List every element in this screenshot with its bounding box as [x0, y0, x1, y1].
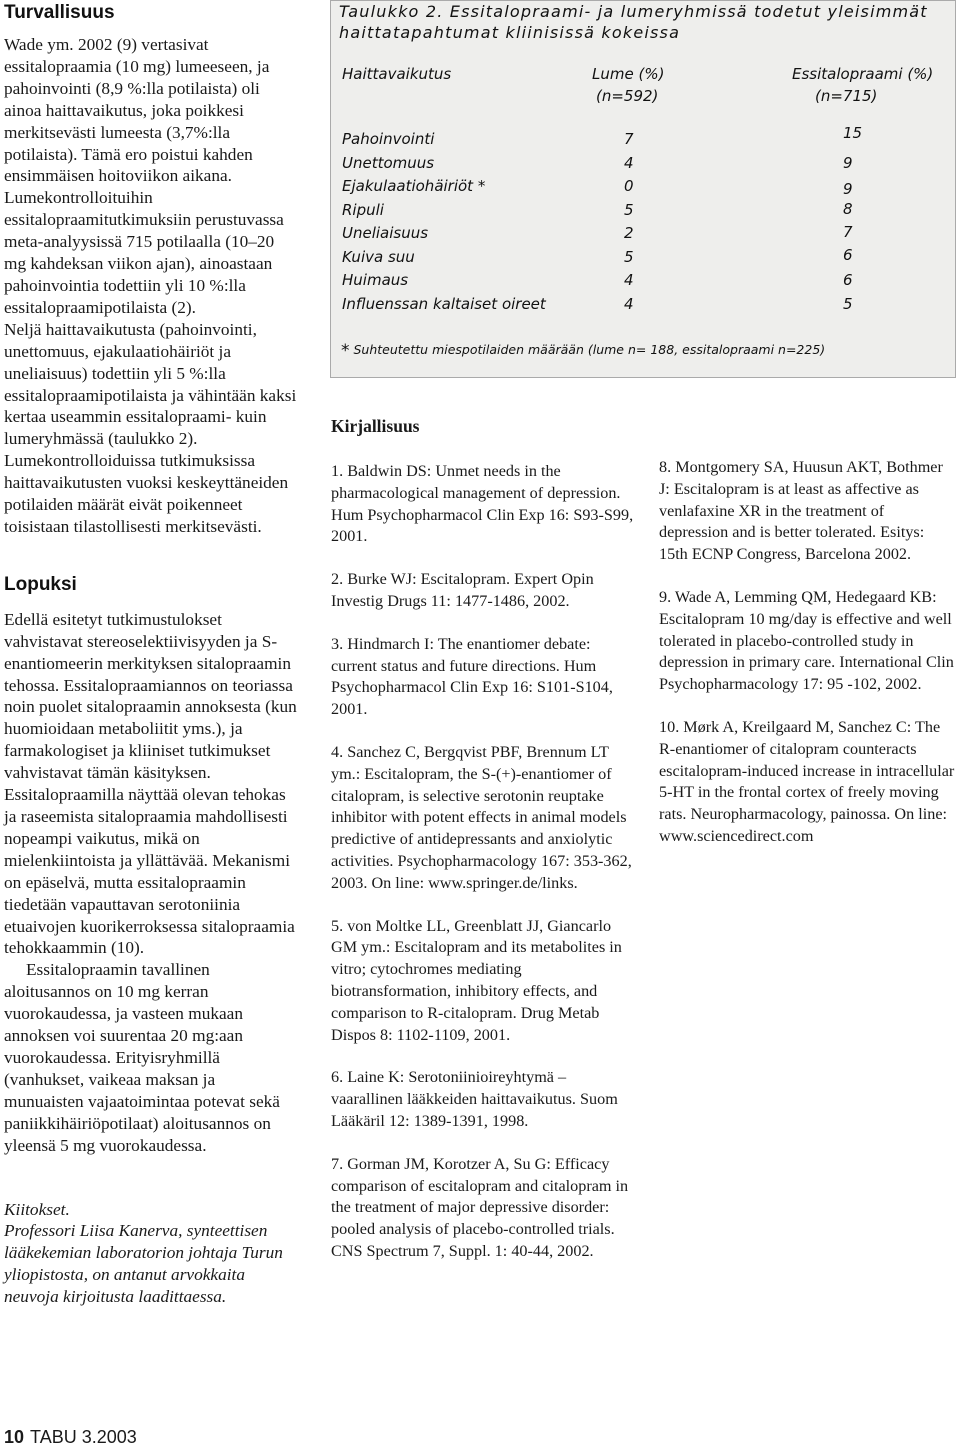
cell-placebo: 0 [624, 177, 634, 195]
cell-effect: Kuiva suu [342, 247, 415, 266]
table-row [331, 271, 957, 295]
cell-placebo: 2 [624, 224, 634, 242]
reference-item: 10. Mørk A, Kreilgaard M, Sanchez C: The R-enantiomer of citalopram counteracts escitalopram-induced increase in intracellular 5-HT in the frontal cortex of freely moving rats. Neuropharmacology, painossa. On line: www.sciencedirect.com [659, 717, 955, 845]
reference-item: 2. Burke WJ: Escitalopram. Expert Opin Investig Drugs 11: 1477-1486, 2002. [331, 570, 594, 610]
cell-placebo: 4 [624, 294, 634, 313]
paragraph: Neljä haittavaikutusta (pahoinvointi, unettomuus, ejakulaatiohäiriöt ja uneliaisuus) todettiin yli 5 %:lla essitalopraamipotilaista ja vähintään kaksi kertaa useammin essitalopraami- kuin lumeryhmässä (taulukko 2). Lumekontrolloiduissa tutkimuksissa haittavaikutusten vuoksi keskeyttäneiden potilaiden määrät eivät poikenneet toisistaan tilastollisesti merkitsevästi. [4, 319, 297, 536]
table-footnote [341, 339, 825, 359]
cell-placebo: 5 [624, 200, 634, 219]
cell-drug: 9 [843, 153, 853, 172]
conclusion-body [4, 609, 298, 1157]
cell-effect: Pahoinvointi [342, 130, 435, 148]
table-title-line: haittatapahtumat kliinisissä kokeissa [339, 23, 681, 42]
paragraph: Essitalopraamin tavallinen aloitusannos on 10 mg kerran vuorokaudessa, ja vasteen mukaan annoksen voi suurentaa 20 mg:aan vuorokaudessa. Erityisryhmillä (vanhukset, vaikeaa maksan ja munuaisten vajaatoimintaa potevat sekä paniikkihäiriöpotilaat) aloitusannos on yleensä 5 mg vuorokaudessa. [4, 960, 280, 1155]
cell-drug: 15 [843, 124, 863, 142]
cell-drug: 6 [843, 271, 853, 289]
cell-drug: 7 [843, 223, 853, 241]
column-header-placebo-n: (n=592) [596, 87, 659, 105]
cell-effect: Ripuli [342, 200, 384, 219]
table-row [331, 295, 957, 319]
cell-placebo: 4 [624, 271, 634, 289]
publication-name: TABU 3.2003 [30, 1427, 137, 1447]
reference-item: 8. Montgomery SA, Huusun AKT, Bothmer J: Escitalopram is at least as affective as venlafaxine XR in the treatment of depression and is better tolerated. Esitys: 15th ECNP Congress, Barcelona 2002. [659, 458, 943, 564]
table-title-line: Taulukko 2. Essitalopraami- ja lumeryhmissä todetut yleisimmät [339, 2, 928, 21]
cell-drug: 8 [843, 199, 853, 218]
cell-placebo: 5 [624, 247, 634, 266]
table-row [331, 154, 957, 178]
left-column [4, 0, 298, 1308]
table-row [331, 201, 957, 225]
paragraph: Lumekontrolloituihin essitalopraamitutkimuksiin perustuvassa meta-analyysissä 715 potilaalla (10–20 mg kahdeksan viikon ajan), ainoastaan pahoinvointia todettiin yli 10 %:lla essitalopraamipotilaista (2). [4, 188, 284, 317]
table-row [331, 124, 957, 154]
section-heading-safety: Turvallisuus [4, 2, 115, 23]
cell-drug: 5 [843, 294, 853, 313]
paragraph: Edellä esitetyt tutkimustulokset vahvistavat stereoselektiivisyyden ja S-enantiomeerin merkityksen sitalopraamin tehossa. Essitalopraamiannos on teoriassa noin puolet sitalopraamin annoksesta (kun huomioidaan metaboliitit yms.), ja farmakologiset ja kliiniset tutkimukset vahvistavat tämän käsityksen. Essitalopraamilla näyttää olevan tehokas ja raseemista sitalopraamia mahdollisesti nopeampi vaikutus, mikä on mielenkiintoista ja yllättävää. Mekanismi on epäselvä, mutta essitalopraamin tiedetään vapauttavan serotoniinia etuaivojen kuorikerroksessa sitalopraamia tehokkaammin (10). [4, 609, 297, 958]
reference-item: 6. Laine K: Serotoniinioireyhtymä – vaarallinen lääkkeiden haittavaikutus. Suom Lääkäril 12: 1389-1391, 1998. [331, 1068, 618, 1130]
reference-item: 1. Baldwin DS: Unmet needs in the pharmacological management of depression. Hum Psychopharmacol Clin Exp 16: S93-S99, 2001. [331, 462, 634, 546]
page-footer [4, 1427, 137, 1448]
footnote-asterisk: * [341, 341, 350, 361]
column-header-drug-n: (n=715) [815, 87, 878, 105]
table-title [339, 1, 928, 43]
column-header-placebo: Lume (%) [592, 65, 665, 83]
paragraph: Wade ym. 2002 (9) vertasivat essitalopraamia (10 mg) lumeeseen, ja pahoinvointi (8,9 %:lla potilaista) oli ainoa haittavaikutus, joka poikkesi merkitsevästi lumeesta (3,7%:lla potilaista). Tämä ero poistui kahden ensimmäisen hoitoviikon aikana. [4, 35, 270, 186]
reference-item: 7. Gorman JM, Korotzer A, Su G: Efficacy comparison of escitalopram and citalopram in the treatment of major depressive disorder: pooled analysis of placebo-controlled trials. CNS Spectrum 7, Suppl. 1: 40-44, 2002. [331, 1154, 629, 1260]
reference-item: 9. Wade A, Lemming QM, Hedegaard KB: Escitalopram 10 mg/day is effective and well tolerated in placebo-controlled study in depression in primary care. International Clin Psychopharmacology 17: 95 -102, 2002. [659, 587, 954, 694]
cell-placebo: 7 [624, 130, 634, 148]
cell-effect: Uneliaisuus [342, 224, 429, 242]
references-column-1 [331, 461, 637, 1284]
acknowledgements [4, 1199, 298, 1309]
acknowledgements-title: Kiitokset. [4, 1199, 70, 1219]
table-row [331, 245, 957, 272]
cell-effect: Huimaus [342, 271, 409, 289]
acknowledgements-text: Professori Liisa Kanerva, synteettisen lääkekemian laboratorion johtaja Turun yliopistosta, on antanut arvokkaita neuvoja kirjoitusta laadittaessa. [4, 1221, 283, 1307]
cell-drug: 6 [843, 245, 853, 264]
reference-item: 5. von Moltke LL, Greenblatt JJ, Giancarlo GM ym.: Escitalopram and its metabolites in vitro; cytochromes mediating biotransformation, inhibitory effects, and comparison to R-citalopram. Drug Metab Dispos 8: 1102-1109, 2001. [331, 916, 622, 1044]
table-2-box [330, 0, 956, 378]
cell-effect: Influenssan kaltaiset oireet [342, 294, 546, 313]
footnote-text: Suhteutettu miespotilaiden määrään (lume n= 188, essitalopraami n=225) [353, 342, 826, 357]
cell-effect: Ejakulaatiohäiriöt * [342, 177, 486, 195]
reference-item: 3. Hindmarch I: The enantiomer debate: current status and future directions. Hum Psychopharmacol Clin Exp 16: S101-S104, 2001. [331, 634, 613, 719]
cell-drug: 9 [843, 180, 853, 198]
table-row [331, 224, 957, 248]
column-header-drug: Essitalopraami (%) [792, 65, 934, 83]
references-column-2 [659, 457, 955, 869]
section-heading-conclusion: Lopuksi [4, 573, 77, 595]
column-header-effect: Haittavaikutus [342, 65, 452, 83]
cell-placebo: 4 [624, 153, 634, 172]
cell-effect: Unettomuus [342, 153, 435, 172]
references-heading: Kirjallisuus [331, 416, 420, 436]
safety-body [4, 34, 298, 538]
table-row [331, 177, 957, 201]
reference-item: 4. Sanchez C, Bergqvist PBF, Brennum LT ym.: Escitalopram, the S-(+)-enantiomer of citalopram, is selective serotonin reuptake inhibitor with potent effects in animal models predictive of antidepressants and anxiolytic activities. Psychopharmacology 167: 353-362, 2003. On line: www.springer.de/links. [331, 742, 632, 892]
page-number: 10 [4, 1427, 25, 1447]
